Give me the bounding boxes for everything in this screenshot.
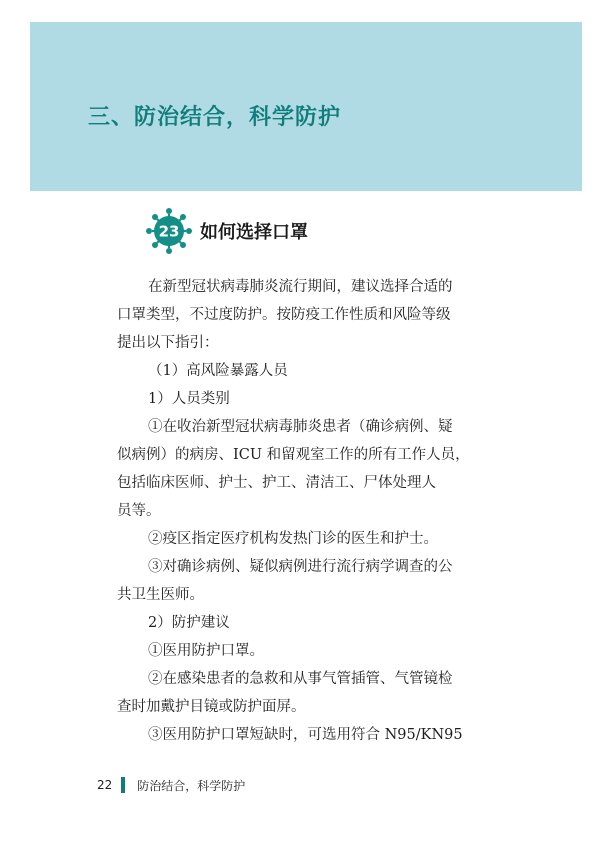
page-number: 22 (97, 778, 113, 792)
paragraph-line: ①医用防护口罩。 (148, 643, 264, 659)
paragraph-line: 2）防护建议 (148, 615, 230, 631)
chapter-title: 三、防治结合，科学防护 (88, 105, 342, 130)
paragraph-line: 在新型冠状病毒肺炎流行期间，建议选择合适的 (148, 279, 453, 295)
paragraph-line: ③对确诊病例、疑似病例进行流行病学调查的公 (148, 559, 453, 575)
paragraph-line: ①在收治新型冠状病毒肺炎患者（确诊病例、疑 (148, 419, 453, 435)
paragraph-line: ②在感染患者的急救和从事气管插管、气管镜检 (148, 671, 453, 687)
footer-divider (121, 777, 125, 793)
section-title: 如何选择口罩 (200, 222, 308, 243)
paragraph-line: ③医用防护口罩短缺时，可选用符合 N95/KN95 (148, 727, 463, 743)
paragraph-line: （1）高风险暴露人员 (148, 363, 288, 379)
page-footer (97, 775, 245, 795)
section-number: 23 (158, 222, 180, 241)
paragraph-line: ②疫区指定医疗机构发热门诊的医生和护士。 (148, 531, 438, 547)
virus-number-badge-icon (144, 206, 194, 256)
paragraph-line: 包括临床医师、护士、护工、清洁工、尸体处理人 (117, 475, 436, 491)
paragraph-line: 员等。 (117, 503, 161, 519)
paragraph-line: 1）人员类别 (148, 391, 230, 407)
paragraph-line: 查时加戴护目镜或防护面屏。 (117, 699, 306, 715)
paragraph-line: 口罩类型，不过度防护。按防疫工作性质和风险等级 (117, 307, 451, 323)
running-title: 防治结合，科学防护 (137, 778, 246, 793)
paragraph-line: 似病例）的病房、ICU 和留观室工作的所有工作人员， (117, 447, 470, 463)
paragraph-line: 提出以下指引： (117, 335, 219, 351)
paragraph-line: 共卫生医师。 (117, 587, 204, 603)
section-heading (144, 206, 308, 256)
